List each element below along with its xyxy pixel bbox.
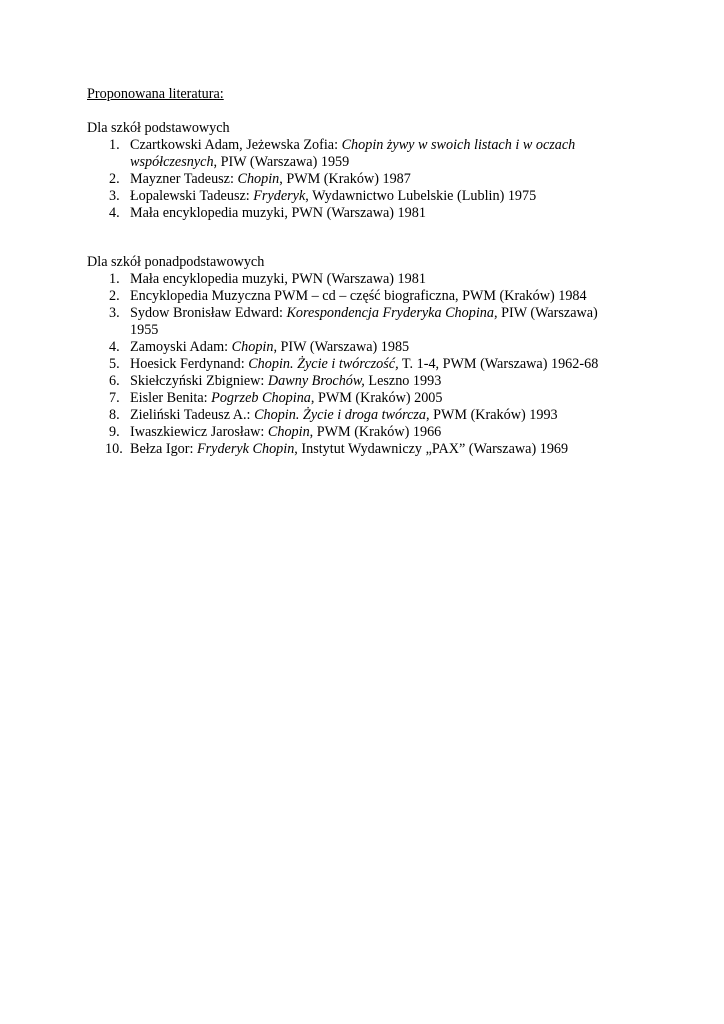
entry-author: Hoesick Ferdynand: (130, 356, 249, 372)
bibliography-list (87, 271, 647, 458)
entry-publication: , Wydawnictwo Lubelskie (Lublin) 1975 (305, 188, 537, 204)
entry-publication: , PWM (Kraków) 1987 (279, 171, 411, 187)
entry-publication: , PWM (Kraków) 2005 (310, 390, 443, 406)
section-primary-schools (87, 120, 647, 222)
entry-title: Chopin. Życie i twórczość, (248, 356, 399, 372)
list-item (87, 171, 620, 188)
entry-publication: Leszno 1993 (364, 373, 442, 389)
entry-title: Chopin żywy w swoich listach i w oczach współczesnych (130, 137, 576, 170)
list-number: 9. (109, 424, 120, 440)
list-item (87, 407, 620, 424)
list-item (87, 390, 620, 407)
entry-publication: , PIW (Warszawa) 1955 (130, 305, 598, 338)
entry-author: Bełza Igor: (130, 441, 197, 457)
entry-title: Fryderyk (253, 188, 306, 204)
entry-author: Iwaszkiewicz Jarosław: (130, 424, 268, 440)
entry-author: Czartkowski Adam, Jeżewska Zofia: (130, 137, 342, 153)
list-item (87, 356, 620, 373)
list-number: 1. (109, 271, 120, 287)
entry-publication: , PWM (Kraków) 1993 (426, 407, 558, 423)
entry-publication: , PIW (Warszawa) 1985 (273, 339, 410, 355)
list-number: 5. (109, 356, 120, 372)
entry-title: Chopin. Życie i droga twórcza (254, 407, 427, 423)
entry-author: Zamoyski Adam: (130, 339, 232, 355)
list-item (87, 424, 620, 441)
entry-title: Pogrzeb Chopina (211, 390, 311, 406)
entry-author: Mała encyklopedia muzyki, PWN (Warszawa) 1981 (130, 205, 426, 221)
entry-title: Chopin (231, 339, 274, 355)
entry-title: Fryderyk Chopin (196, 441, 295, 457)
list-number: 4. (109, 205, 120, 221)
list-item (87, 205, 620, 222)
list-item (87, 188, 620, 205)
list-item (87, 373, 620, 390)
entry-publication: , PWM (Kraków) 1966 (309, 424, 442, 440)
list-number: 2. (109, 288, 120, 304)
list-number: 8. (109, 407, 120, 423)
list-item (87, 339, 620, 356)
entry-author: Mała encyklopedia muzyki, PWN (Warszawa) 1981 (130, 271, 426, 287)
entry-title: Chopin (237, 171, 280, 187)
list-item (87, 271, 620, 288)
entry-title: Chopin (267, 424, 310, 440)
bibliography-list (87, 137, 647, 222)
list-number: 3. (109, 188, 120, 204)
list-number: 1. (109, 137, 120, 153)
entry-author: Eisler Benita: (130, 390, 212, 406)
page-heading: Proponowana literatura: (87, 86, 224, 102)
entry-author: Encyklopedia Muzyczna PWM – cd – część biograficzna, PWM (Kraków) 1984 (130, 288, 587, 304)
entry-author: Łopalewski Tadeusz: (130, 188, 254, 204)
list-item (87, 305, 620, 339)
list-item (87, 441, 620, 458)
list-item (87, 137, 620, 171)
list-number: 10. (105, 441, 123, 457)
entry-author: Zieliński Tadeusz A.: (130, 407, 255, 423)
list-number: 6. (109, 373, 120, 389)
list-number: 7. (109, 390, 120, 406)
entry-author: Sydow Bronisław Edward: (130, 305, 287, 321)
entry-publication: , Instytut Wydawniczy „PAX” (Warszawa) 1969 (294, 441, 569, 457)
list-number: 3. (109, 305, 120, 321)
entry-title: Korespondencja Fryderyka Chopina (286, 305, 494, 321)
entry-publication: T. 1-4, PWM (Warszawa) 1962-68 (398, 356, 599, 372)
section-secondary-schools (87, 254, 647, 458)
list-item (87, 288, 620, 305)
list-number: 2. (109, 171, 120, 187)
entry-title: Dawny Brochów, (267, 373, 365, 389)
entry-author: Mayzner Tadeusz: (130, 171, 238, 187)
list-number: 4. (109, 339, 120, 355)
section-title: Dla szkół ponadpodstawowych (87, 254, 265, 270)
entry-publication: , PIW (Warszawa) 1959 (213, 154, 350, 170)
entry-author: Skiełczyński Zbigniew: (130, 373, 268, 389)
section-title: Dla szkół podstawowych (87, 120, 230, 136)
